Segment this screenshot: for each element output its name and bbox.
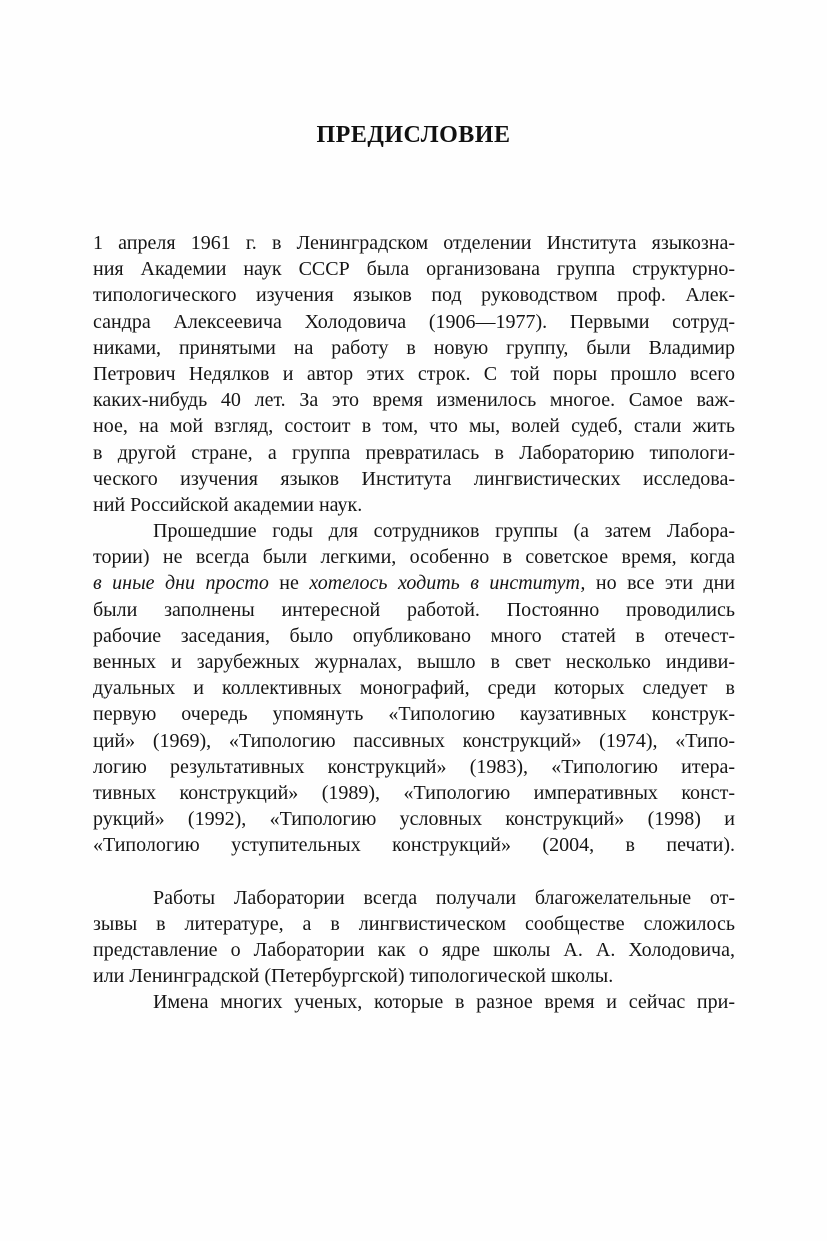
text-line xyxy=(93,859,735,885)
text-line: ций» (1969), «Типологию пассивных конструкций» (1974), «Типо- xyxy=(93,729,735,752)
text-line: рукций» (1992), «Типологию условных конструкций» (1998) и xyxy=(93,808,735,831)
paragraph-4 xyxy=(93,989,735,1015)
text-line: первую очередь упомянуть «Типологию каузативных конструк- xyxy=(93,703,735,726)
text-line: логию результативных конструкций» (1983), «Типологию итера- xyxy=(93,755,735,778)
text-line: были заполнены интересной работой. Постоянно проводились xyxy=(93,598,735,621)
text-line: Имена многих ученых, которые в разное время и сейчас при- xyxy=(153,991,735,1014)
text-line: тории) не всегда были легкими, особенно в советское время, когда xyxy=(93,546,735,569)
italic-phrase: в иные дни просто xyxy=(93,572,269,595)
text-line: Прошедшие годы для сотрудников группы (а затем Лабора- xyxy=(153,520,735,543)
text-line: 1 апреля 1961 г. в Ленинградском отделении Института языкозна- xyxy=(93,232,735,254)
text-line: сандра Алексеевича Холодовича (1906—1977). Первыми сотруд- xyxy=(93,310,735,333)
text-line: венных и зарубежных журналах, вышло в свет несколько индиви- xyxy=(93,651,735,673)
text-line: представление о Лаборатории как о ядре школы А. А. Холодовича, xyxy=(93,939,735,962)
paragraph-3 xyxy=(93,885,735,990)
text-line: ное, на мой взгляд, состоит в том, что мы, волей судеб, стали жить xyxy=(93,415,735,438)
page-title: ПРЕДИСЛОВИЕ xyxy=(316,122,511,148)
text-line-mixed xyxy=(93,570,735,596)
document-body xyxy=(93,230,735,1016)
text-line: каких-нибудь 40 лет. За это время изменилось многое. Самое важ- xyxy=(93,389,735,412)
text-line: зывы в литературе, а в лингвистическом сообществе сложилось xyxy=(93,912,735,935)
text-line: ний Российской академии наук. xyxy=(93,493,363,516)
text-line: «Типологию уступительных конструкций» (2004, в печати). xyxy=(93,834,735,857)
paragraph-2 xyxy=(93,518,735,885)
text-line: никами, принятыми на работу в новую группу, были Владимир xyxy=(93,336,735,359)
text-line: типологического изучения языков под руководством проф. Алек- xyxy=(93,284,735,307)
paragraph-1 xyxy=(93,230,735,518)
text-fragment: но все эти дни xyxy=(585,572,735,595)
text-line: тивных конструкций» (1989), «Типологию императивных конст- xyxy=(93,781,735,804)
italic-phrase: хотелось ходить в институт, xyxy=(309,572,586,595)
text-fragment: не xyxy=(268,572,310,595)
text-line: Работы Лаборатории всегда получали благожелательные от- xyxy=(153,886,735,909)
text-line: в другой стране, а группа превратилась в Лабораторию типологи- xyxy=(93,441,735,464)
text-line: ческого изучения языков Института лингвистических исследова- xyxy=(93,467,735,490)
text-line: ния Академии наук СССР была организована группа структурно- xyxy=(93,258,735,281)
text-line: дуальных и коллективных монографий, среди которых следует в xyxy=(93,677,735,700)
text-line: рабочие заседания, было опубликовано много статей в отечест- xyxy=(93,624,735,647)
text-line: или Ленинградской (Петербургской) типологической школы. xyxy=(93,965,614,988)
text-line: Петрович Недялков и автор этих строк. С той поры прошло всего xyxy=(93,362,735,385)
